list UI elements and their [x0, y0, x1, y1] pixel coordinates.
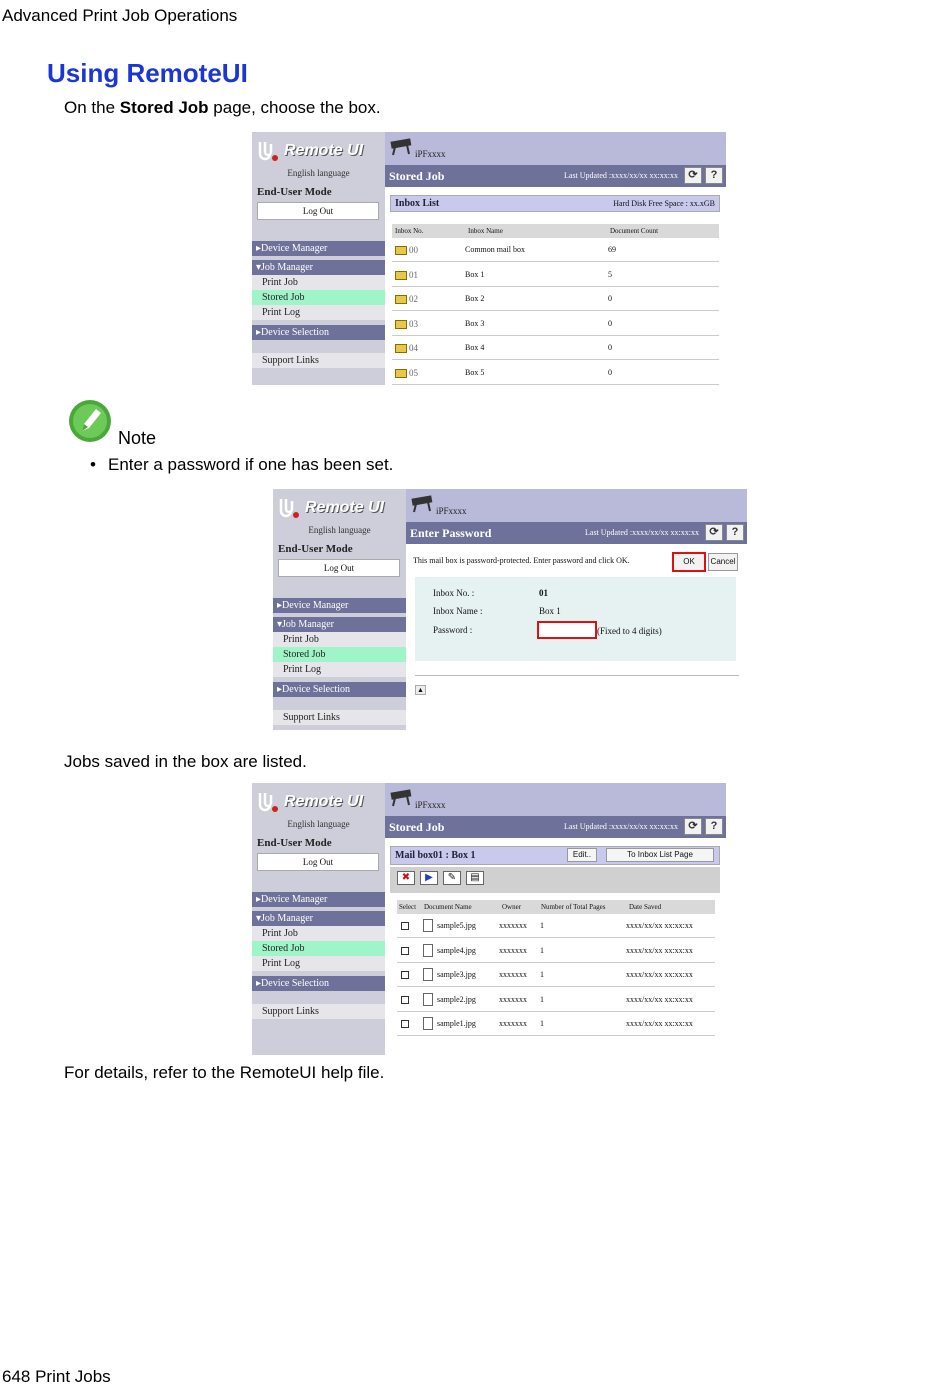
inbox-no[interactable]: 01	[409, 269, 418, 280]
inbox-row[interactable]	[392, 312, 719, 336]
edit-button[interactable]: Edit..	[567, 848, 597, 862]
mail-box-title: Mail box01 : Box 1	[395, 850, 476, 861]
remote-ui-logo-icon	[256, 139, 280, 163]
owner: xxxxxxx	[499, 994, 527, 1004]
print-button[interactable]	[420, 871, 438, 885]
note-label: Note	[118, 428, 157, 448]
document-count: 69	[608, 245, 616, 254]
menu-job-manager-label: Job Manager	[261, 913, 313, 924]
menu-print-log[interactable]: Print Log	[252, 305, 385, 320]
note-bullet	[90, 455, 393, 475]
refresh-icon: ⟳	[688, 820, 698, 832]
password-message: This mail box is password-protected. Enter password and click OK.	[413, 556, 630, 565]
logout-button[interactable]: Log Out	[257, 202, 379, 220]
owner: xxxxxxx	[499, 921, 527, 930]
col-owner: Owner	[502, 903, 522, 911]
document-icon	[423, 968, 433, 981]
menu-device-selection-label: Device Selection	[282, 684, 351, 695]
document-count: 0	[608, 343, 612, 352]
logout-button[interactable]: Log Out	[278, 559, 400, 577]
menu-device-manager[interactable]: ▸Device Manager	[252, 892, 385, 907]
inbox-no[interactable]: 02	[409, 294, 418, 304]
password-panel	[415, 577, 736, 661]
select-checkbox[interactable]	[401, 1020, 409, 1028]
language-link[interactable]: English language	[287, 168, 350, 178]
remote-ui-logo	[277, 495, 384, 521]
last-updated: Last Updated :xxxx/xx/xx xx:xx:xx	[564, 171, 678, 180]
menu-job-manager[interactable]: ▾Job Manager	[252, 911, 385, 926]
remote-ui-logo	[256, 789, 363, 815]
date-saved: xxxx/xx/xx xx:xx:xx	[626, 970, 693, 979]
remote-ui-enter-password-screenshot	[273, 489, 747, 730]
printer-icon	[410, 493, 434, 513]
menu-device-manager-label: Device Manager	[282, 600, 349, 611]
inbox-name-value: Box 1	[539, 606, 561, 616]
top-bar	[406, 489, 747, 522]
owner: xxxxxxx	[499, 1019, 527, 1028]
printer-icon	[389, 787, 413, 807]
title-bar	[385, 816, 726, 838]
top-bar	[385, 132, 726, 165]
owner: xxxxxxx	[499, 945, 527, 955]
menu-device-selection-label: Device Selection	[261, 978, 330, 989]
inbox-name: Box 2	[465, 294, 485, 303]
password-hint: (Fixed to 4 digits)	[597, 626, 662, 636]
ok-button[interactable]: OK	[672, 552, 706, 572]
help-button[interactable]: ?	[726, 524, 744, 541]
note-bullet-text: Enter a password if one has been set.	[108, 455, 394, 474]
last-updated: Last Updated :xxxx/xx/xx xx:xx:xx	[585, 528, 699, 537]
intro-prefix: On the	[64, 98, 120, 117]
help-button[interactable]: ?	[705, 167, 723, 184]
inbox-name: Box 4	[465, 343, 485, 352]
menu-stored-job[interactable]: Stored Job	[273, 647, 406, 662]
mailbox-icon	[395, 271, 407, 280]
cancel-button[interactable]: Cancel	[708, 553, 738, 571]
logout-button[interactable]: Log Out	[257, 853, 379, 871]
details-paragraph: For details, refer to the RemoteUI help file.	[64, 1063, 385, 1082]
printer-name: iPFxxxx	[436, 506, 467, 516]
menu-print-log[interactable]: Print Log	[252, 956, 385, 971]
document-name[interactable]: sample5.jpg	[437, 921, 476, 930]
col-select: Select	[399, 903, 417, 911]
select-checkbox[interactable]	[401, 971, 409, 979]
document-count: 0	[608, 318, 612, 328]
total-pages: 1	[540, 1019, 544, 1028]
job-row[interactable]	[397, 939, 715, 963]
date-saved: xxxx/xx/xx xx:xx:xx	[626, 921, 693, 930]
language-link[interactable]: English language	[287, 819, 350, 829]
section-title: Using RemoteUI	[47, 58, 248, 88]
jobs-paragraph: Jobs saved in the box are listed.	[64, 752, 307, 771]
document-name[interactable]: sample3.jpg	[437, 970, 476, 979]
inbox-name-label: Inbox Name :	[433, 606, 483, 616]
job-row[interactable]	[397, 1012, 715, 1036]
document-icon	[423, 944, 433, 957]
menu-device-manager-label: Device Manager	[261, 894, 328, 905]
inbox-no[interactable]: 00	[409, 245, 418, 255]
menu-stored-job[interactable]: Stored Job	[252, 290, 385, 305]
total-pages: 1	[540, 945, 544, 955]
refresh-button[interactable]	[705, 524, 723, 541]
remote-ui-inbox-list-screenshot	[252, 132, 726, 385]
menu-support-links[interactable]: Support Links	[273, 710, 406, 725]
remote-ui-logo-text: Remote UI	[284, 142, 364, 159]
menu-support-links[interactable]: Support Links	[252, 353, 385, 368]
date-saved: xxxx/xx/xx xx:xx:xx	[626, 945, 693, 955]
select-checkbox[interactable]	[401, 996, 409, 1004]
mailbox-icon	[395, 246, 407, 255]
menu-support-links[interactable]: Support Links	[252, 1004, 385, 1019]
delete-icon: ✖	[401, 872, 411, 883]
bullet-dot: •	[90, 455, 96, 474]
col-total-pages: Number of Total Pages	[541, 903, 606, 911]
menu-job-manager-label: Job Manager	[282, 619, 334, 630]
remote-ui-mail-box-screenshot	[252, 783, 726, 1055]
inbox-no-label: Inbox No. :	[433, 588, 475, 598]
menu-device-manager-label: Device Manager	[261, 243, 328, 254]
top-bar	[385, 783, 726, 816]
select-checkbox[interactable]	[401, 947, 409, 955]
select-checkbox[interactable]	[401, 922, 409, 930]
mail-box-bar	[390, 846, 720, 865]
menu-print-log[interactable]: Print Log	[273, 662, 406, 677]
inbox-no[interactable]: 03	[409, 318, 418, 329]
menu-device-selection[interactable]: ▸Device Selection	[273, 682, 406, 697]
inbox-no[interactable]: 04	[409, 343, 418, 353]
job-table-header	[397, 900, 715, 914]
refresh-icon: ⟳	[709, 526, 719, 538]
inbox-row[interactable]	[392, 287, 719, 311]
total-pages: 1	[540, 994, 544, 1004]
menu-print-job[interactable]: Print Job	[252, 275, 385, 290]
menu-print-job[interactable]: Print Job	[273, 632, 406, 647]
job-toolbar	[390, 867, 720, 893]
remote-ui-logo-text: Remote UI	[305, 499, 385, 516]
menu-job-manager[interactable]: ▾Job Manager	[273, 617, 406, 632]
inbox-name: Box 1	[465, 269, 485, 279]
mailbox-icon	[395, 295, 407, 304]
menu-device-manager[interactable]: ▸Device Manager	[252, 241, 385, 256]
document-count: 0	[608, 294, 612, 303]
mailbox-icon	[395, 369, 407, 378]
inbox-list-bar	[390, 195, 720, 212]
menu-device-selection[interactable]: ▸Device Selection	[252, 976, 385, 991]
inbox-name: Common mail box	[465, 245, 525, 254]
total-pages: 1	[540, 970, 544, 979]
mode-label: End-User Mode	[257, 837, 332, 849]
inbox-row[interactable]	[392, 361, 719, 385]
edit-job-button[interactable]	[443, 871, 461, 885]
remote-ui-logo	[256, 138, 363, 164]
document-icon	[423, 1017, 433, 1030]
inbox-row[interactable]	[392, 263, 719, 287]
printer-icon	[389, 136, 413, 156]
page-footer: 648 Print Jobs	[2, 1367, 111, 1386]
mailbox-icon	[395, 320, 407, 329]
sidebar	[252, 783, 385, 1055]
job-row[interactable]	[397, 963, 715, 987]
mailbox-icon	[395, 344, 407, 353]
sidebar	[273, 489, 406, 730]
document-name[interactable]: sample2.jpg	[437, 994, 476, 1004]
running-head: Advanced Print Job Operations	[2, 6, 238, 25]
job-row[interactable]	[397, 988, 715, 1012]
col-inbox-no: Inbox No.	[395, 227, 424, 235]
col-inbox-name: Inbox Name	[468, 227, 503, 235]
disk-space: Hard Disk Free Space : xx.xGB	[613, 199, 715, 208]
menu-stored-job[interactable]: Stored Job	[252, 941, 385, 956]
refresh-button[interactable]	[684, 167, 702, 184]
intro-paragraph	[64, 98, 381, 118]
printer-name: iPFxxxx	[415, 149, 446, 159]
password-label: Password :	[433, 625, 473, 635]
owner: xxxxxxx	[499, 970, 527, 979]
menu-job-manager[interactable]: ▾Job Manager	[252, 260, 385, 275]
date-saved: xxxx/xx/xx xx:xx:xx	[626, 1019, 693, 1028]
remote-ui-logo-icon	[277, 496, 301, 520]
remote-ui-logo-text: Remote UI	[284, 793, 364, 810]
document-icon	[423, 919, 433, 932]
col-date-saved: Date Saved	[629, 903, 662, 911]
help-button[interactable]: ?	[705, 818, 723, 835]
page-title: Enter Password	[410, 526, 492, 540]
printer-name: iPFxxxx	[415, 800, 446, 810]
scroll-top-button[interactable]	[415, 685, 426, 695]
refresh-button[interactable]	[684, 818, 702, 835]
job-row[interactable]	[397, 914, 715, 938]
menu-job-manager-label: Job Manager	[261, 262, 313, 273]
document-count: 0	[608, 367, 612, 377]
page-title: Stored Job	[389, 169, 445, 183]
document-icon	[423, 993, 433, 1006]
inbox-list-title: Inbox List	[395, 198, 440, 209]
menu-device-selection-label: Device Selection	[261, 327, 330, 338]
pencil-icon: ✎	[447, 872, 457, 883]
to-inbox-list-button[interactable]: To Inbox List Page	[606, 848, 714, 862]
inbox-table-header	[392, 224, 719, 238]
menu-device-manager[interactable]: ▸Device Manager	[273, 598, 406, 613]
intro-suffix: page, choose the box.	[208, 98, 381, 117]
col-document-name: Document Name	[424, 903, 472, 911]
note-icon	[68, 399, 112, 443]
language-link[interactable]: English language	[308, 525, 371, 535]
document-count: 5	[608, 269, 612, 279]
delete-button[interactable]	[397, 871, 415, 885]
inbox-row[interactable]	[392, 238, 719, 262]
col-document-count: Document Count	[610, 227, 659, 235]
menu-print-job[interactable]: Print Job	[252, 926, 385, 941]
inbox-row[interactable]	[392, 336, 719, 360]
details-button[interactable]	[466, 871, 484, 885]
sidebar	[252, 132, 385, 385]
intro-bold: Stored Job	[119, 98, 209, 117]
inbox-name: Box 3	[465, 318, 485, 328]
divider	[415, 675, 739, 676]
menu-device-selection[interactable]: ▸Device Selection	[252, 325, 385, 340]
title-bar	[385, 165, 726, 187]
title-bar	[406, 522, 747, 544]
last-updated: Last Updated :xxxx/xx/xx xx:xx:xx	[564, 822, 678, 831]
list-icon: ▤	[470, 872, 480, 883]
total-pages: 1	[540, 921, 544, 930]
inbox-no[interactable]: 05	[409, 367, 418, 378]
mode-label: End-User Mode	[278, 543, 353, 555]
mode-label: End-User Mode	[257, 186, 332, 198]
password-input[interactable]	[537, 621, 597, 639]
refresh-icon: ⟳	[688, 169, 698, 181]
remote-ui-logo-icon	[256, 790, 280, 814]
page-title: Stored Job	[389, 820, 445, 834]
document-name[interactable]: sample4.jpg	[437, 945, 476, 955]
document-name[interactable]: sample1.jpg	[437, 1019, 476, 1028]
inbox-name: Box 5	[465, 367, 485, 377]
inbox-no-value: 01	[539, 588, 548, 598]
play-icon: ▶	[425, 872, 433, 883]
date-saved: xxxx/xx/xx xx:xx:xx	[626, 994, 693, 1004]
arrow-up-icon: ▲	[417, 686, 424, 694]
